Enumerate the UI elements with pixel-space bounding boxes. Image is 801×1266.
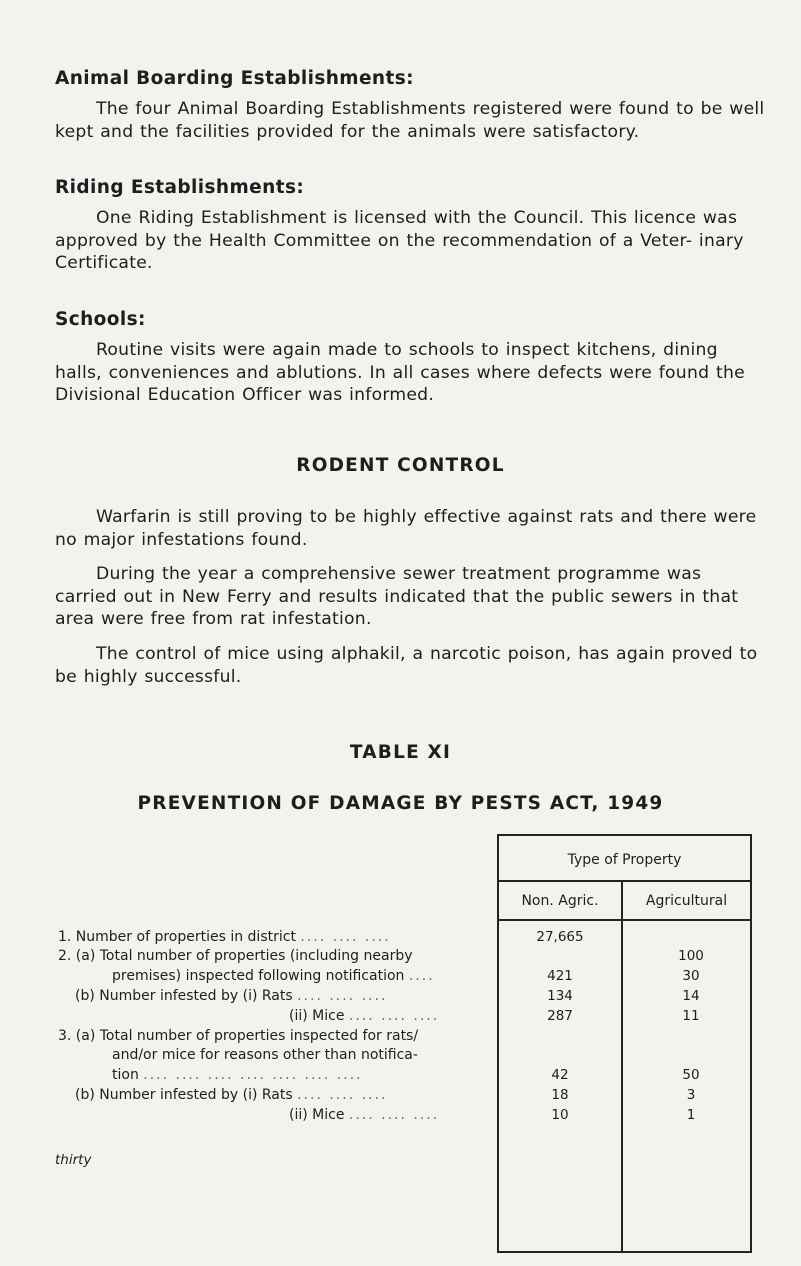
table-row-label: tion .... .... .... .... .... .... .... bbox=[112, 1067, 363, 1083]
agricultural-value: 3 bbox=[686, 1087, 696, 1103]
table-title: PREVENTION OF DAMAGE BY PESTS ACT, 1949 bbox=[137, 793, 664, 814]
agricultural-value: 14 bbox=[682, 988, 700, 1004]
page-number-footer: thirty bbox=[55, 1152, 92, 1168]
non-agric-value: 134 bbox=[547, 988, 573, 1004]
paragraph-animal-boarding: The four Animal Boarding Establishments registered were found to be well kept and the facilities provided for the animals were satisfactory. bbox=[55, 99, 765, 142]
table-row-label: 2. (a) Total number of properties (including nearby bbox=[58, 948, 413, 964]
non-agric-value: 287 bbox=[547, 1008, 573, 1024]
table-row-label: 3. (a) Total number of properties inspected for rats/ bbox=[58, 1028, 419, 1044]
paragraph-schools: Routine visits were again made to schools to inspect kitchens, dining halls, conveniences and ablutions. In all cases where defects were found the Divisional Education Officer was informed. bbox=[55, 340, 745, 405]
agricultural-value: 30 bbox=[682, 968, 700, 984]
table-label: TABLE XI bbox=[349, 742, 452, 763]
table-row-label: (b) Number infested by (i) Rats .... .... .... bbox=[75, 988, 388, 1004]
non-agric-value: 421 bbox=[547, 968, 573, 984]
agricultural-header: Agricultural bbox=[645, 893, 728, 909]
non-agric-value: 27,665 bbox=[536, 929, 584, 945]
table-row-label: (b) Number infested by (i) Rats .... .... .... bbox=[75, 1087, 388, 1103]
non-agric-header: Non. Agric. bbox=[521, 893, 599, 909]
table-row-label: and/or mice for reasons other than notifica- bbox=[112, 1047, 418, 1063]
paragraph-sewer-treatment: During the year a comprehensive sewer treatment programme was carried out in New Ferry and results indicated that the public sewers in that area were free from rat infestation. bbox=[55, 564, 739, 629]
section-heading-animal-boarding: Animal Boarding Establishments: bbox=[55, 68, 414, 89]
agricultural-value: 100 bbox=[678, 948, 704, 964]
non-agric-value: 18 bbox=[551, 1087, 569, 1103]
agricultural-value: 1 bbox=[686, 1107, 696, 1123]
paragraph-mice-control: The control of mice using alphakil, a narcotic poison, has again proved to be highly successful. bbox=[55, 644, 758, 687]
section-heading-schools: Schools: bbox=[55, 309, 146, 330]
table-row-label: premises) inspected following notification .... bbox=[112, 968, 435, 984]
section-heading-riding: Riding Establishments: bbox=[55, 177, 305, 198]
table-row-label: (ii) Mice .... .... .... bbox=[289, 1107, 440, 1123]
paragraph-riding: One Riding Establishment is licensed with the Council. This licence was approved by the Health Committee on the recommendation of a Veter- inary Certificate. bbox=[55, 208, 744, 273]
paragraph-warfarin: Warfarin is still proving to be highly effective against rats and there were no major infestations found. bbox=[55, 507, 757, 550]
table-row-label: 1. Number of properties in district .... .... .... bbox=[58, 929, 391, 945]
rodent-control-title: RODENT CONTROL bbox=[296, 455, 505, 476]
table-row-label: (ii) Mice .... .... .... bbox=[289, 1008, 440, 1024]
non-agric-value: 10 bbox=[551, 1107, 569, 1123]
non-agric-value: 42 bbox=[551, 1067, 569, 1083]
agricultural-value: 11 bbox=[682, 1008, 700, 1024]
type-of-property-header: Type of Property bbox=[567, 852, 682, 868]
agricultural-value: 50 bbox=[682, 1067, 700, 1083]
